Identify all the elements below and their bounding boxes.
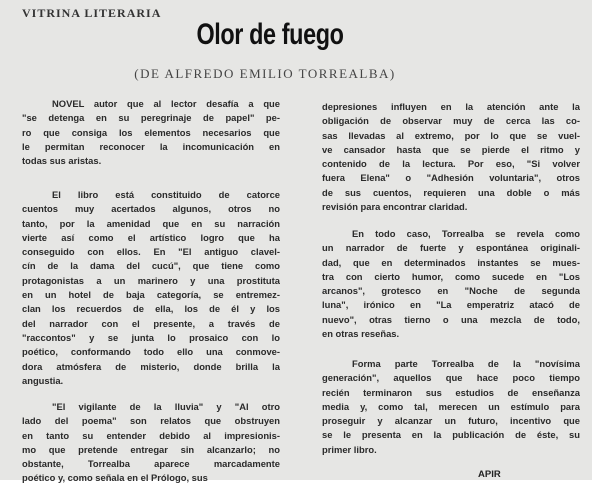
right-paragraph-2 [322, 227, 580, 341]
text-line: ve cansador hasta que se pierde el ritmo y [322, 143, 580, 155]
text-line: del narrador con el presente, a través de [22, 317, 280, 329]
text-line: contenido de la lectura. Por eso, "Si volver [322, 158, 580, 170]
text-line: todas sus aristas. [22, 155, 102, 167]
right-paragraph-1 [322, 100, 580, 214]
text-line: En todo caso, Torrealba se revela como [352, 228, 580, 239]
text-line: obligación de observar muy de cerca las co- [322, 115, 580, 127]
text-line: dad, que en determinados instantes se mues- [322, 256, 580, 268]
text-line: generación", aquellos que hace poco tiempo [322, 372, 580, 384]
text-line: poético, conformando todo ello una conmove- [22, 346, 280, 358]
text-line: angustia. [22, 374, 64, 386]
text-line: conseguido con ellos. En "El antiguo clavel- [22, 246, 280, 258]
text-line: "se detenga en su peregrinaje de papel" pe- [22, 112, 280, 124]
text-line: cín de la dama del cucú", que tiene como [22, 260, 280, 272]
text-line: tanto, por la amenidad que en su narración [22, 217, 280, 229]
text-line: clan los recuerdos de ella, los de él y los [22, 303, 280, 315]
text-line: le permitan reconocer la incomunicación en [22, 140, 280, 152]
text-line: protagonistas a un marinero y una prostituta [22, 274, 280, 286]
text-line: arcanos", grotesco en "Noche de segunda [322, 285, 580, 297]
text-line: revisión para encontrar claridad. [322, 201, 468, 213]
text-line: en tanto su entender debido al impresionis- [22, 429, 280, 441]
text-line: vierte así como el artístico logro que ha [22, 231, 280, 243]
text-line: "El vigilante de la lluvia" y "Al otro [52, 401, 280, 412]
text-line: se le presenta en la publicación de éste, su [322, 429, 580, 441]
left-paragraph-3 [22, 400, 280, 486]
text-line: fuera Elena" o "Adhesión voluntaria", otros [322, 172, 580, 184]
text-line: depresiones influyen en la atención ante la [322, 101, 580, 112]
text-line: cuentos muy acertados algunos, otros no [22, 203, 280, 215]
text-line: recién terminaron sus estudios de enseñanza [322, 386, 580, 398]
text-line: obstante, Torrealba aparece marcadamente [22, 458, 280, 470]
left-paragraph-1 [22, 97, 280, 168]
text-line: tra con cierto humor, como sucede en "Los [322, 270, 580, 282]
article-title: Olor de fuego [196, 18, 344, 51]
section-header: VITRINA LITERARIA [22, 6, 162, 20]
text-line: NOVEL autor que al lector desafía a que [52, 98, 280, 109]
text-line: luna", irónico en "La emperatriz atacó de [322, 299, 580, 311]
text-line: de sus cuentos, requieren una doble o más [322, 186, 580, 198]
text-line: lado del poema" son relatos que obstruyen [22, 415, 280, 427]
text-line: sas llevadas al extremo, por lo que se vuel- [322, 129, 580, 141]
right-paragraph-3 [322, 357, 580, 457]
author-signature: APIR [478, 469, 501, 480]
text-line: primer libro. [322, 443, 377, 455]
text-line: El libro está constituido de catorce [52, 189, 280, 200]
left-paragraph-2 [22, 188, 280, 388]
text-line: en un hotel de baja categoría, se entremez- [22, 289, 280, 301]
text-line: proseguir y alcanzar un futuro, incentivo que [322, 415, 580, 427]
text-line: mo que pretende entregar sin alcanzarlo; no [22, 443, 280, 455]
text-line: nuevo", otras tierno o una mezcla de todo, [322, 313, 580, 325]
article-byline: (DE ALFREDO EMILIO TORREALBA) [134, 66, 396, 81]
text-line: Forma parte Torrealba de la "novísima [352, 358, 580, 369]
text-line: dora atmósfera de misterio, donde brilla la [22, 360, 280, 372]
text-line: media y, como tal, merecen un estímulo para [322, 400, 580, 412]
text-line: un narrador de fuerte y espontánea originali- [322, 242, 580, 254]
text-line: en otras reseñas. [322, 328, 400, 340]
text-line: poético y, como señala en el Prólogo, sus [22, 472, 208, 484]
text-line: "raccontos" y se junta lo prosaico con lo [22, 331, 280, 343]
text-line: ro que consiga los elementos necesarios que [22, 126, 280, 138]
